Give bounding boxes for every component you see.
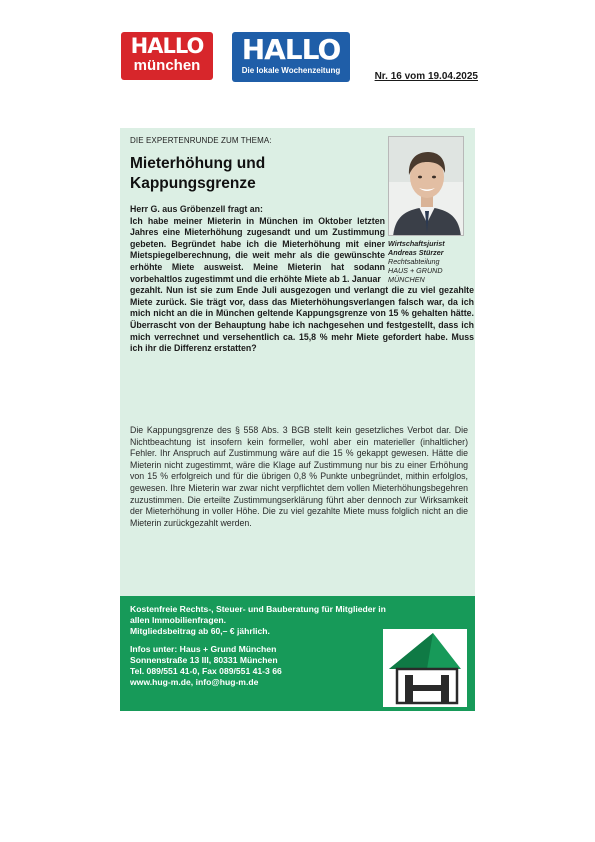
info-offer bbox=[130, 604, 390, 637]
contact-web[interactable]: www.hug-m.de, info@hug-m.de bbox=[130, 677, 259, 687]
article-kicker: DIE EXPERTENRUNDE ZUM THEMA: bbox=[130, 136, 272, 145]
hallo-muenchen-logo bbox=[121, 32, 213, 80]
haus-und-grund-logo bbox=[383, 629, 467, 707]
logo-wordmark: HALLO bbox=[241, 33, 341, 66]
headline-line: Mieterhöhung und bbox=[130, 155, 266, 172]
expert-role: HAUS + GRUND bbox=[388, 266, 443, 275]
house-logo-icon bbox=[383, 629, 467, 707]
hallo-wochenzeitung-logo bbox=[232, 32, 350, 82]
expert-title: Wirtschaftsjurist bbox=[388, 239, 445, 248]
reader-question bbox=[130, 204, 474, 355]
info-box bbox=[120, 596, 475, 711]
question-text: Ich habe meiner Mieterin in München im Oktober letzten Jahres eine Mieterhöhung zugesandt und um Zustimmung gebeten. Begründet habe ich die Mieterhöhung mit einer Mietspiegelberechnung, die weit mehr als die gewünschte erhöhte Miete ausweist. Meine Mieterin hat sodann vorbehaltlos zugestimmt und die erhöhte Miete ab 1. Januar bbox=[130, 215, 385, 284]
issue-date: Nr. 16 vom 19.04.2025 bbox=[374, 71, 478, 82]
question-text: gezahlt. Nun ist sie zum Ende Juli ausgezogen und verlangt die zu viel gezahlte Miete zurück. Sie trägt vor, dass das Mieterhöhungsverlangen falsch war, da ich mich nicht an die in München geltende Kappungsgrenze von 15 % gehalten hätte. Überrascht von der Behauptung habe ich nachgesehen und festgestellt, dass ich mich verrechnet und versehentlich ca. 15,8 % mehr Miete gefordert habe. Muss ich ihr die Differenz erstatten? bbox=[130, 285, 474, 354]
logo-wordmark: HALLO bbox=[130, 34, 204, 58]
headline-line: Kappungsgrenze bbox=[130, 175, 256, 192]
expert-role: Rechtsabteilung bbox=[388, 257, 440, 266]
article-headline bbox=[130, 154, 380, 194]
logo-subline: Die lokale Wochenzeitung bbox=[241, 66, 341, 75]
expert-name: Andreas Stürzer bbox=[388, 248, 444, 257]
contact-address: Sonnenstraße 13 III, 80331 München bbox=[130, 655, 278, 665]
contact-org: Infos unter: Haus + Grund München bbox=[130, 644, 277, 654]
expert-answer: Die Kappungsgrenze des § 558 Abs. 3 BGB stellt kein gesetzliches Verbot dar. Die Nichtbeachtung ist insofern kein formeller, wohl aber ein materieller (inhaltlicher) Fehler. Ihr Anspruch auf Zustimmung wäre auf die 15 % gekappt gewesen. Hätte die Mieterin nicht zugestimmt, wäre die Klage auf Zustimmung nur bis zu einer Erhöhung von 15 % erfolgreich und für die übrigen 0,8 % Punkte unbegründet, mithin erfolglos, gewesen. Ihre Mieterin war zwar nicht verpflichtet dem vollen Mieterhöhungsbegehren zuzustimmen. Die erteilte Zustimmungserklärung führt aber dennoch zur Wirksamkeit der Mieterhöhung in voller Höhe. Die zu viel gezahlte Miete muss folglich nicht an die Mieterin zurückgezahlt werden. bbox=[130, 425, 468, 528]
contact-phone: Tel. 089/551 41-0, Fax 089/551 41-3 66 bbox=[130, 666, 282, 676]
question-intro: Herr G. aus Gröbenzell fragt an: bbox=[130, 204, 263, 214]
article-panel bbox=[120, 128, 475, 600]
offer-text: Kostenfreie Rechts-, Steuer- und Bauberatung für Mitglieder in allen Immobilienfragen. bbox=[130, 604, 386, 625]
membership-fee: Mitgliedsbeitrag ab 60,– € jährlich. bbox=[130, 626, 270, 636]
expert-role: MÜNCHEN bbox=[388, 275, 425, 284]
logo-subline: münchen bbox=[133, 57, 201, 74]
contact-info bbox=[130, 644, 370, 688]
